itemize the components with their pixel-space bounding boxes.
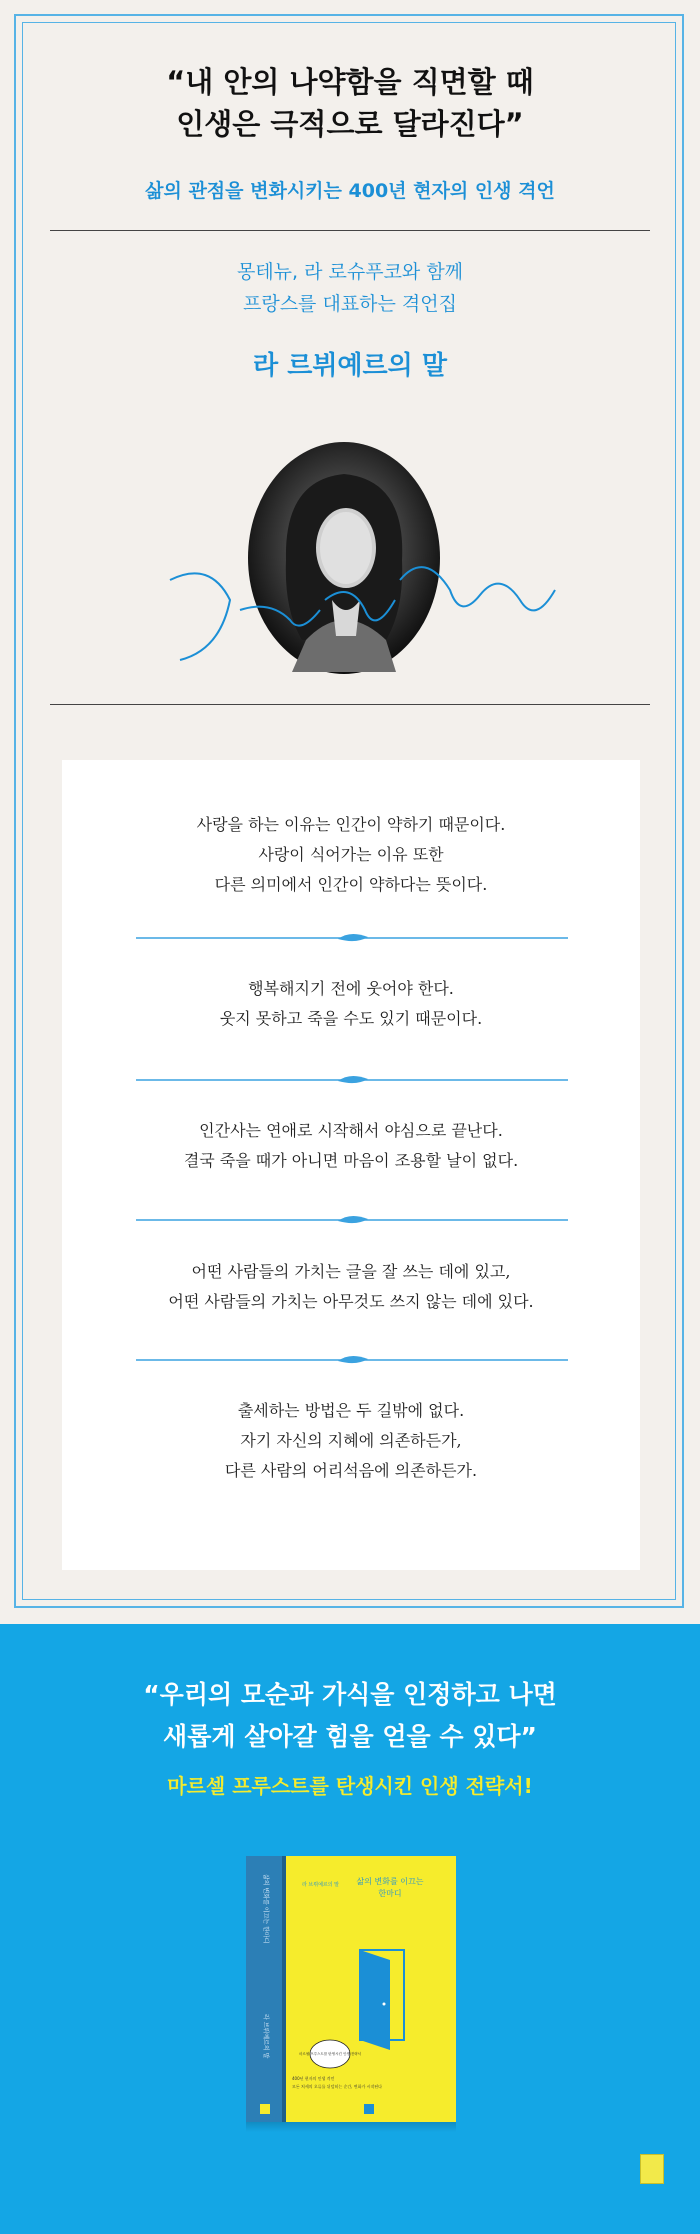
quote-5-line-1: 출세하는 방법은 두 길밖에 없다. [237,1401,465,1420]
quote-3-line-1: 인간사는 연애로 시작해서 야심으로 끝난다. [199,1121,503,1140]
quote-1-line-1: 사랑을 하는 이유는 인간이 약하기 때문이다. [196,815,506,834]
quote-2-line-1: 행복해지기 전에 웃어야 한다. [248,979,454,998]
quote-3-line-2: 결국 죽을 때가 아니면 마음이 조용할 날이 없다. [183,1151,519,1170]
headline-line-1: “내 안의 나약함을 직면할 때 [166,65,534,99]
bottom-subtitle: 마르셀 프루스트를 탄생시킨 인생 전략서! [167,1774,533,1798]
book-cover-image [240,1854,460,2134]
quote-5-line-2: 자기 자신의 지혜에 의존하든가, [240,1431,462,1450]
bottom-quote-line-1: “우리의 모순과 가식을 인정하고 나면 [143,1680,557,1709]
feather-divider [136,1212,568,1228]
quote-5-line-3: 다른 사람의 어리석음에 의존하든가. [224,1461,478,1480]
cover-badge: 마르셀 프루스트를 탄생시킨 인생 전략서 [299,2052,361,2056]
feather-divider [136,1352,568,1368]
quote-1-line-2: 사랑이 식어가는 이유 또한 [258,845,444,864]
front-title-1: 삶의 변화를 이끄는 [356,1877,424,1886]
quotes-panel [62,760,640,1570]
publisher-logo [640,2154,664,2184]
front-title-2: 한마디 [378,1889,402,1898]
cover-tagline-1: 400년 현자의 인생 격언 [292,2076,335,2081]
intro-line-1: 몽테뉴, 라 로슈푸코와 함께 [236,261,464,283]
quote-4-line-1: 어떤 사람들의 가치는 글을 잘 쓰는 데에 있고, [191,1262,511,1281]
cover-tagline-2: 모든 처세의 오류를 뒤덮히는 순간, 변화가 시작된다 [292,2084,383,2089]
front-author: 라 브뤼예르의 말 [302,1882,339,1888]
subtitle: 삶의 관점을 변화시키는 400년 현자의 인생 격언 [145,180,555,202]
spine-author: 라 브뤼예르의 말 [262,2014,269,2059]
feather-divider [136,930,568,946]
quote-4-line-2: 어떤 사람들의 가치는 아무것도 쓰지 않는 데에 있다. [168,1292,534,1311]
quote-2-line-2: 웃지 못하고 죽을 수도 있기 때문이다. [219,1009,483,1028]
signature-image [150,540,570,670]
divider-rule [50,704,650,705]
book-title: 라 르뷔예르의 말 [253,351,447,381]
bottom-quote-line-2: 새롭게 살아갈 힘을 얻을 수 있다” [163,1722,537,1751]
headline-line-2: 인생은 극적으로 달라진다” [176,107,524,141]
intro-line-2: 프랑스를 대표하는 격언집 [243,293,457,315]
feather-divider [136,1072,568,1088]
divider-rule [50,230,650,231]
quote-1-line-3: 다른 의미에서 인간이 약하다는 뜻이다. [214,875,488,894]
spine-title: 삶의 변화를 이끄는 한마디 [262,1874,269,1944]
